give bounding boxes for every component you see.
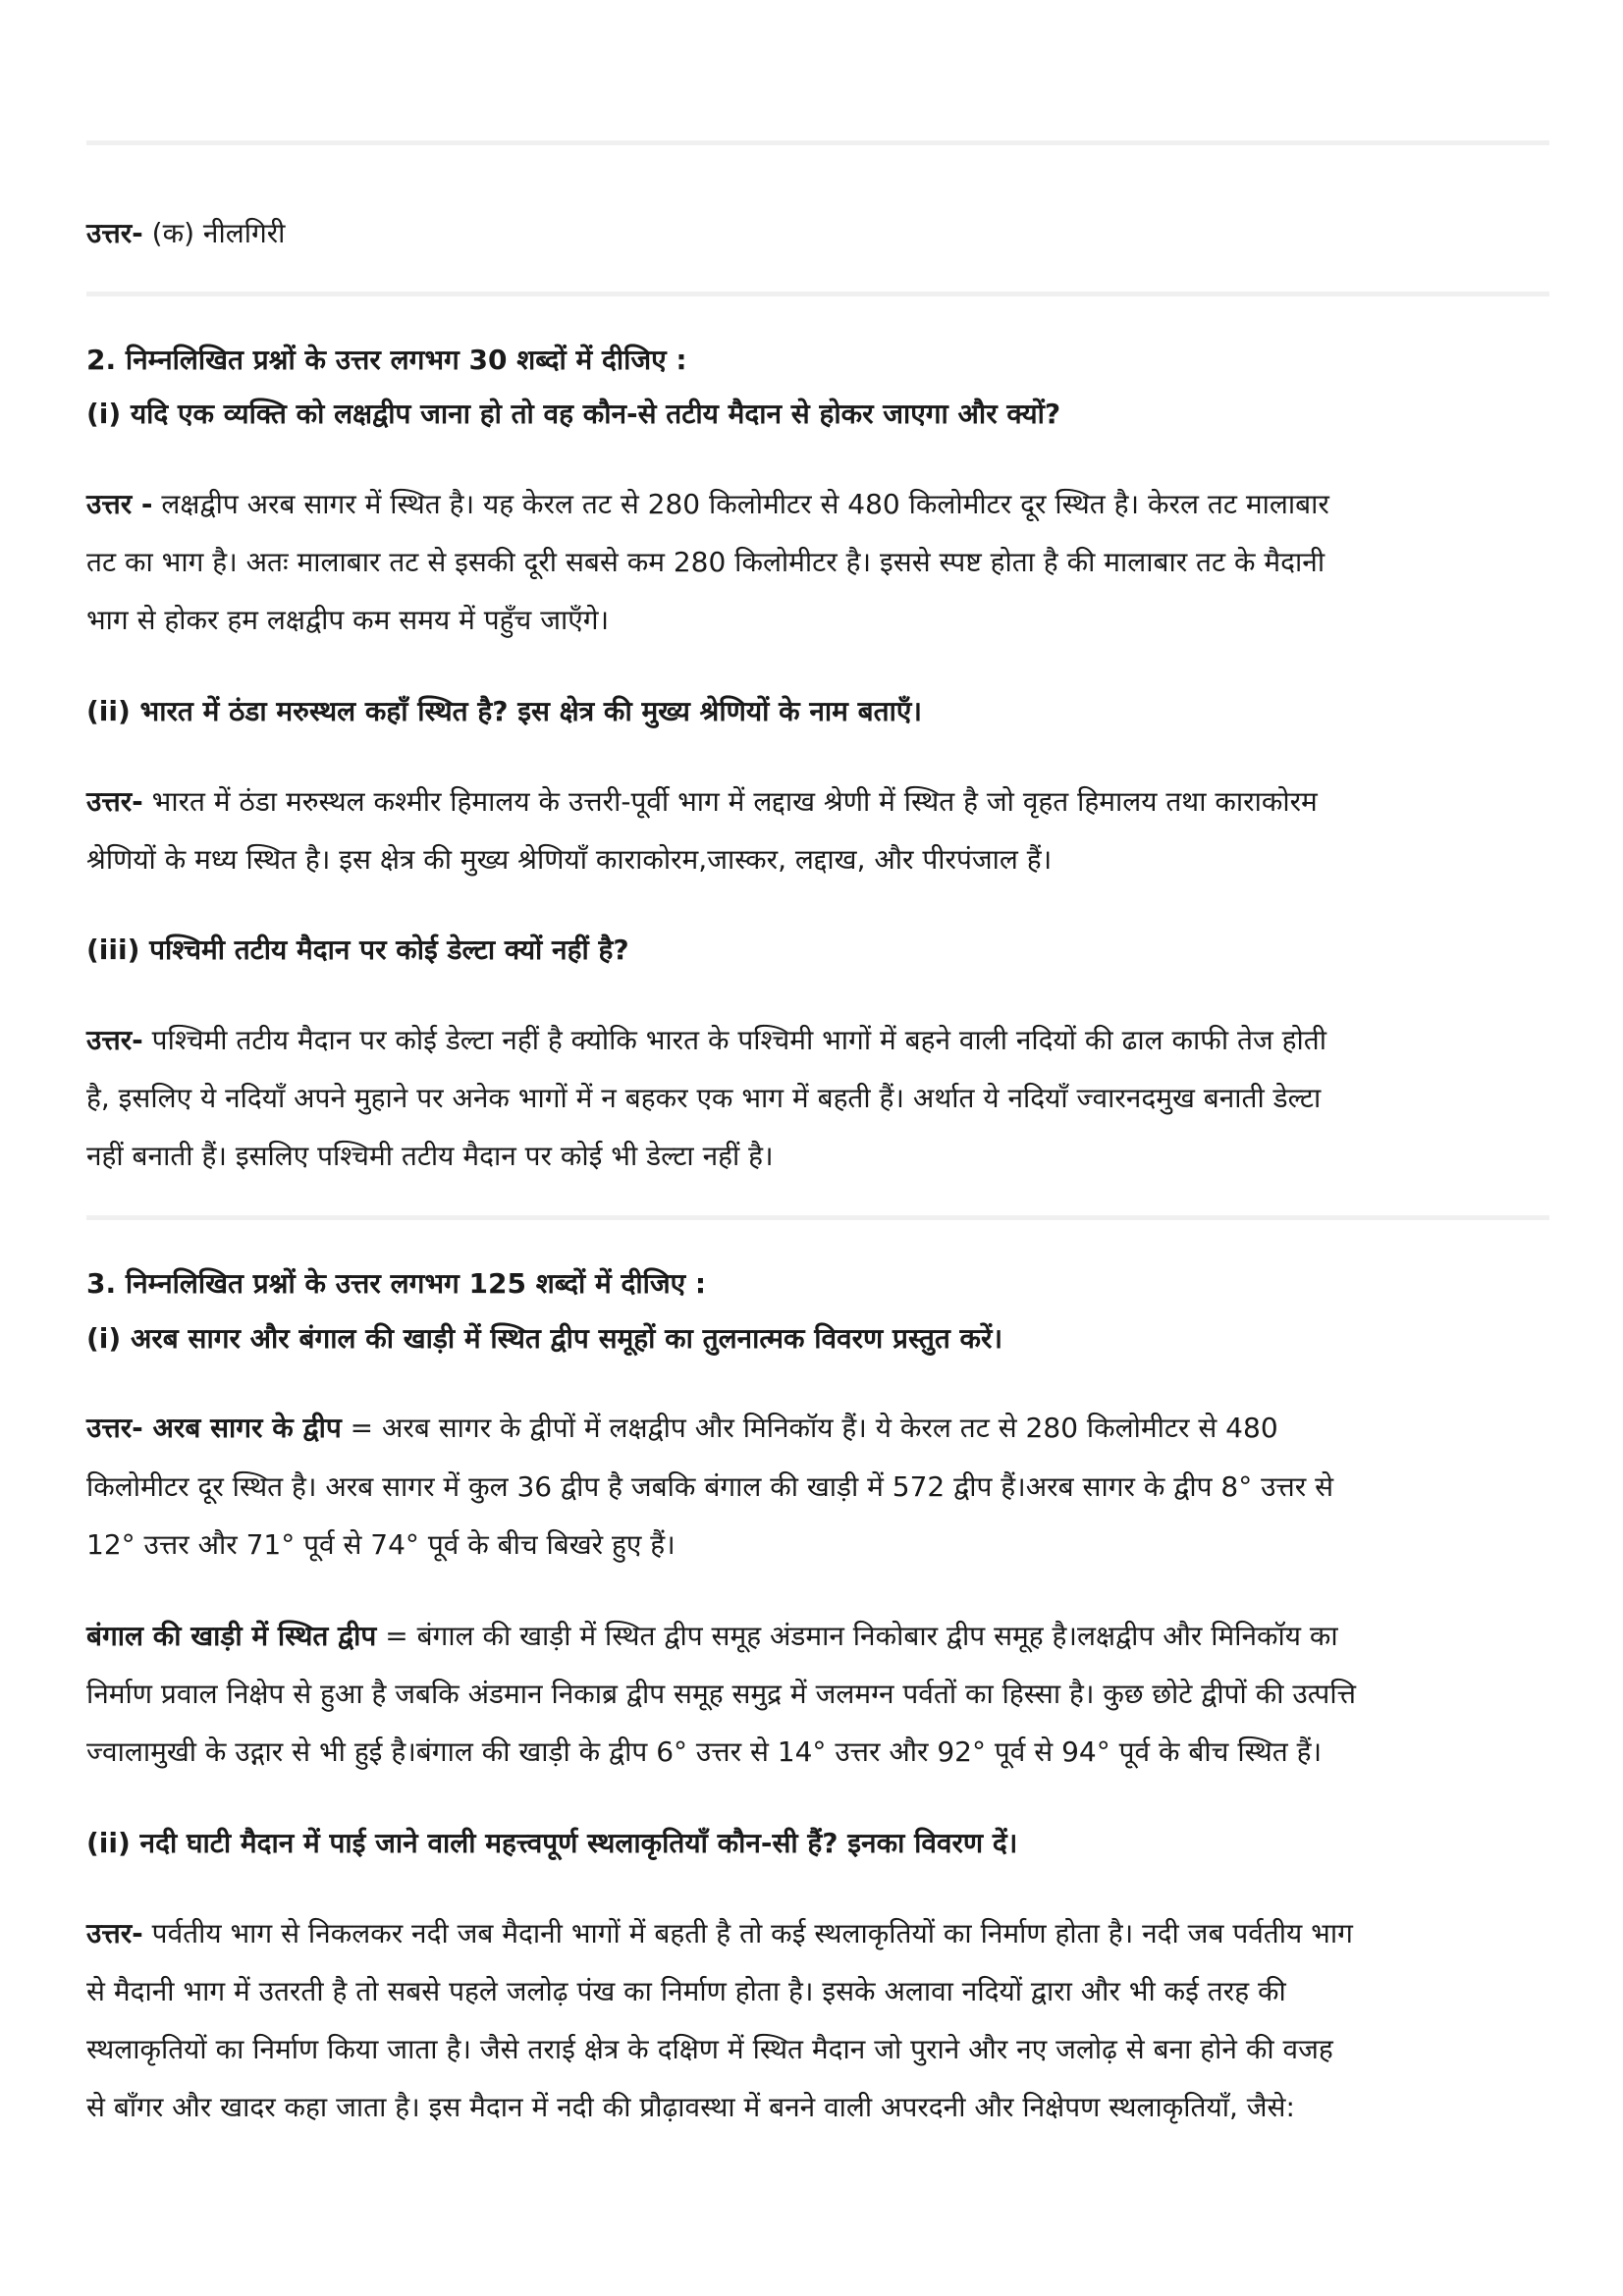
answer-line: से बाँगर और खादर कहा जाता है। इस मैदान में नदी की प्रौढ़ावस्था में बनने वाली अपरदनी और निक्षेपण स्थलाकृतियाँ, जैसे: [86,2091,1295,2123]
answer-line: है, इसलिए ये नदियाँ अपने मुहाने पर अनेक भागों में न बहकर एक भाग में बहती हैं। अर्थात ये नदियाँ ज्वारनदमुख बनाती डेल्टा [86,1082,1322,1114]
answer-line: से मैदानी भाग में उतरती है तो सबसे पहले जलोढ़ पंख का निर्माण होता है। इसके अलावा नदियों द्वारा और भी कई तरह की [86,1975,1286,2007]
answer-label: उत्तर- [86,1917,143,1949]
answer-line [86,1399,1549,1458]
question: (ii) नदी घाटी मैदान में पाई जाने वाली महत्त्वपूर्ण स्थलाकृतियाँ कौन-सी हैं? इनका विवरण दें। [86,1827,1018,1859]
answer-line: ज्वालामुखी के उद्गार से भी हुई है।बंगाल की खाड़ी के द्वीप 6° उत्तर से 14° उत्तर और 92° पूर्व से 94° पूर्व के बीच स्थित हैं। [86,1735,1323,1768]
divider [86,140,1549,145]
divider [86,292,1549,296]
answer-text: = अरब सागर के द्वीपों में लक्षद्वीप और मिनिकॉय हैं। ये केरल तट से 280 किलोमीटर से 480 [341,1412,1278,1444]
answer-text: पर्वतीय भाग से निकलकर नदी जब मैदानी भागों में बहती है तो कई स्थलाकृतियों का निर्माण होता है। नदी जब पर्वतीय भाग [142,1917,1353,1949]
answer-line [86,1011,1549,1070]
answer-line: 12° उत्तर और 71° पूर्व से 74° पूर्व के बीच बिखरे हुए हैं। [86,1528,676,1561]
answer-line: तट का भाग है। अतः मालाबार तट से इसकी दूरी सबसे कम 280 किलोमीटर है। इससे स्पष्ट होता है की मालाबार तट के मैदानी [86,546,1325,578]
answer-label: उत्तर - [86,488,153,520]
answer-line [86,773,1549,831]
answer-label: बंगाल की खाड़ी में स्थित द्वीप [86,1620,377,1652]
answer-text: पश्चिमी तटीय मैदान पर कोई डेल्टा नहीं है क्योकि भारत के पश्चिमी भागों में बहने वाली नदियों की ढाल काफी तेज होती [142,1024,1326,1056]
answer-line: निर्माण प्रवाल निक्षेप से हुआ है जबकि अंडमान निकाब्र द्वीप समूह समुद्र में जलमग्न पर्वतों का हिस्सा है। कुछ छोटे द्वीपों की उत्पत्ति [86,1678,1356,1710]
answer-line [86,475,1549,534]
answer-text: (क) नीलगिरी [142,217,286,249]
answer-text: भारत में ठंडा मरुस्थल कश्मीर हिमालय के उत्तरी-पूर्वी भाग में लद्दाख श्रेणी में स्थित है जो वृहत हिमालय तथा काराकोरम [142,785,1318,818]
answer-line: भाग से होकर हम लक्षद्वीप कम समय में पहुँच जाएँगे। [86,604,610,636]
question: (i) अरब सागर और बंगाल की खाड़ी में स्थित द्वीप समूहों का तुलनात्मक विवरण प्रस्तुत करें। [86,1322,1003,1355]
section-heading: 3. निम्नलिखित प्रश्नों के उत्तर लगभग 125 शब्दों में दीजिए : [86,1267,707,1300]
question: (ii) भारत में ठंडा मरुस्थल कहाँ स्थित है? इस क्षेत्र की मुख्य श्रेणियों के नाम बताएँ। [86,695,922,727]
divider [86,1215,1549,1220]
question: (i) यदि एक व्यक्ति को लक्षद्वीप जाना हो तो वह कौन-से तटीय मैदान से होकर जाएगा और क्यों? [86,398,1061,430]
answer-line: नहीं बनाती हैं। इसलिए पश्चिमी तटीय मैदान पर कोई भी डेल्टा नहीं है। [86,1140,774,1172]
answer-line: श्रेणियों के मध्य स्थित है। इस क्षेत्र की मुख्य श्रेणियाँ काराकोरम,जास्कर, लद्दाख, और पीरपंजाल हैं। [86,843,1053,876]
answer-text: लक्षद्वीप अरब सागर में स्थित है। यह केरल तट से 280 किलोमीटर से 480 किलोमीटर दूर स्थित है। केरल तट मालाबार [152,488,1329,520]
answer-paragraph [86,204,1549,263]
answer-line [86,1607,1549,1666]
answer-line [86,1904,1549,1963]
answer-line: स्थलाकृतियों का निर्माण किया जाता है। जैसे तराई क्षेत्र के दक्षिण में स्थित मैदान जो पुराने और नए जलोढ़ से बना होने की वजह [86,2033,1333,2065]
answer-text: = बंगाल की खाड़ी में स्थित द्वीप समूह अंडमान निकोबार द्वीप समूह है।लक्षद्वीप और मिनिकॉय का [376,1620,1338,1652]
answer-label: उत्तर- [86,1024,143,1056]
answer-label: उत्तर- अरब सागर के द्वीप [86,1412,342,1444]
answer-label: उत्तर- [86,217,143,249]
answer-label: उत्तर- [86,785,143,818]
question: (iii) पश्चिमी तटीय मैदान पर कोई डेल्टा क्यों नहीं है? [86,934,629,966]
answer-line: किलोमीटर दूर स्थित है। अरब सागर में कुल 36 द्वीप है जबकि बंगाल की खाड़ी में 572 द्वीप हैं।अरब सागर के द्वीप 8° उत्तर से [86,1470,1334,1503]
section-heading: 2. निम्नलिखित प्रश्नों के उत्तर लगभग 30 शब्दों में दीजिए : [86,344,687,376]
